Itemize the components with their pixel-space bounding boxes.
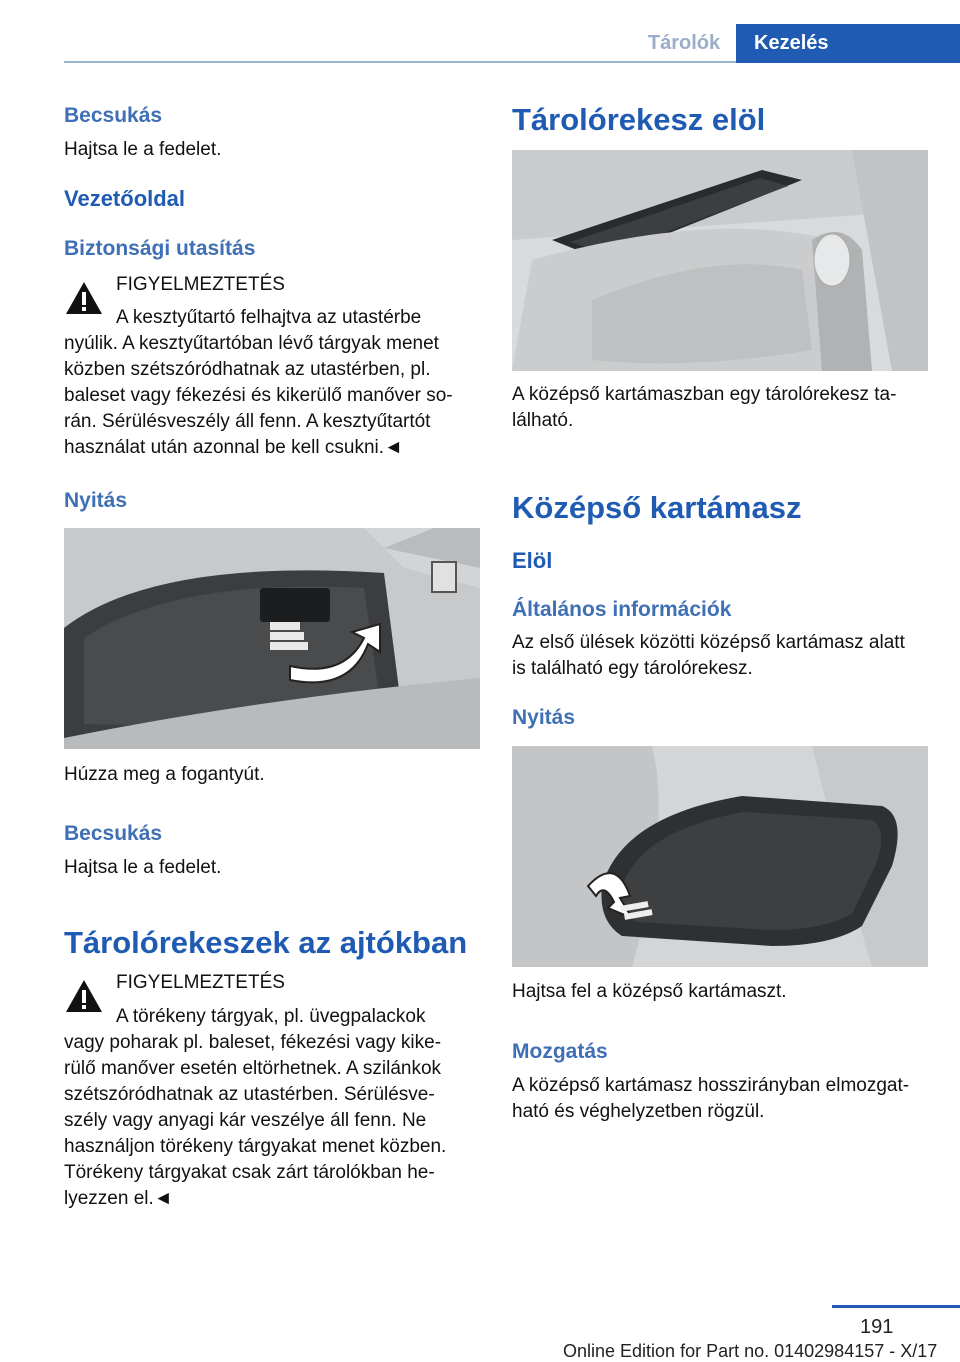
warning-line-2-3: rülő manőver esetén eltörhetnek. A szilánkok [64,1058,442,1079]
text-mozgatas-line-1: A középső kartámasz hosszirányban elmozgat- [512,1075,910,1096]
warning-triangle-icon [64,280,104,316]
heading-vezetooldal: Vezetőoldal [64,186,186,211]
footer-rule [832,1305,960,1308]
warning-line-1-1: A kesztyűtartó felhajtva az utastérbe [116,307,422,328]
front-storage-photo [512,150,928,371]
text-mozgatas-line-2: ható és véghelyzetben rögzül. [512,1101,765,1122]
heading-altalanos-informaciok: Általános információk [512,598,732,621]
header-tab-kezeles[interactable]: Kezelés [736,24,960,63]
edition-text: Online Edition for Part no. 01402984157 - X/17 [563,1341,938,1361]
heading-tarolorekeszek-ajtokban: Tárolórekeszek az ajtókban [64,925,468,960]
heading-elol: Elöl [512,548,553,573]
heading-biztonsagi-utasitas: Biztonsági utasítás [64,237,256,260]
text-hajtsa-fel: Hajtsa fel a középső kartámaszt. [512,981,787,1002]
text-altalanos-line-2: is található egy tárolórekesz. [512,658,753,679]
heading-tarolorekesz-elol: Tárolórekesz elöl [512,102,766,137]
warning-line-2-4: szétszóródhatnak az utastérben. Sérülésve- [64,1084,435,1105]
warning-title-1: FIGYELMEZTETÉS [116,274,285,295]
page-number: 191 [860,1316,894,1338]
text-hajtsa-le: Hajtsa le a fedelet. [64,139,222,160]
heading-nyitas-right: Nyitás [512,706,576,729]
warning-line-1-5: rán. Sérülésveszély áll fenn. A kesztyűtartót [64,411,431,432]
warning-line-2-7: Törékeny tárgyakat csak zárt tárolókban he- [64,1162,435,1183]
warning-line-2-1: A törékeny tárgyak, pl. üvegpalackok [116,1006,426,1027]
text-kozepso-line-1: A középső kartámaszban egy tárolórekesz ta- [512,384,897,405]
warning-line-1-6: használat után azonnal be kell csukni.◄ [64,437,403,458]
heading-mozgatas: Mozgatás [512,1040,608,1063]
warning-line-1-2: nyúlik. A kesztyűtartóban lévő tárgyak menet [64,333,439,354]
heading-nyitas: Nyitás [64,489,128,512]
heading-kozepso-kartamasz: Középső kartámasz [512,490,802,525]
heading-becsukas: Becsukás [64,104,163,127]
text-hajtsa-le-2: Hajtsa le a fedelet. [64,857,222,878]
heading-becsukas-2: Becsukás [64,822,163,845]
warning-line-2-8: lyezzen el.◄ [64,1188,173,1209]
glovebox-photo [64,528,480,749]
warning-line-2-2: vagy poharak pl. baleset, fékezési vagy kike- [64,1032,442,1053]
warning-line-1-3: közben szétszóródhatnak az utastérben, pl. [64,359,431,380]
warning-line-2-6: használjon törékeny tárgyakat menet közben. [64,1136,447,1157]
warning-line-2-5: szély vagy anyagi kár veszélye áll fenn. Ne [64,1110,427,1131]
warning-triangle-icon [64,978,104,1014]
armrest-photo [512,746,928,967]
warning-line-1-4: baleset vagy fékezési és kikerülő manőver so- [64,385,453,406]
text-kozepso-line-2: lálható. [512,410,574,431]
warning-title-2: FIGYELMEZTETÉS [116,972,285,993]
text-huzza-meg: Húzza meg a fogantyút. [64,764,265,785]
header-tab-tarolok[interactable]: Tárolók [647,32,721,54]
text-altalanos-line-1: Az első ülések közötti középső kartámasz alatt [512,632,905,653]
